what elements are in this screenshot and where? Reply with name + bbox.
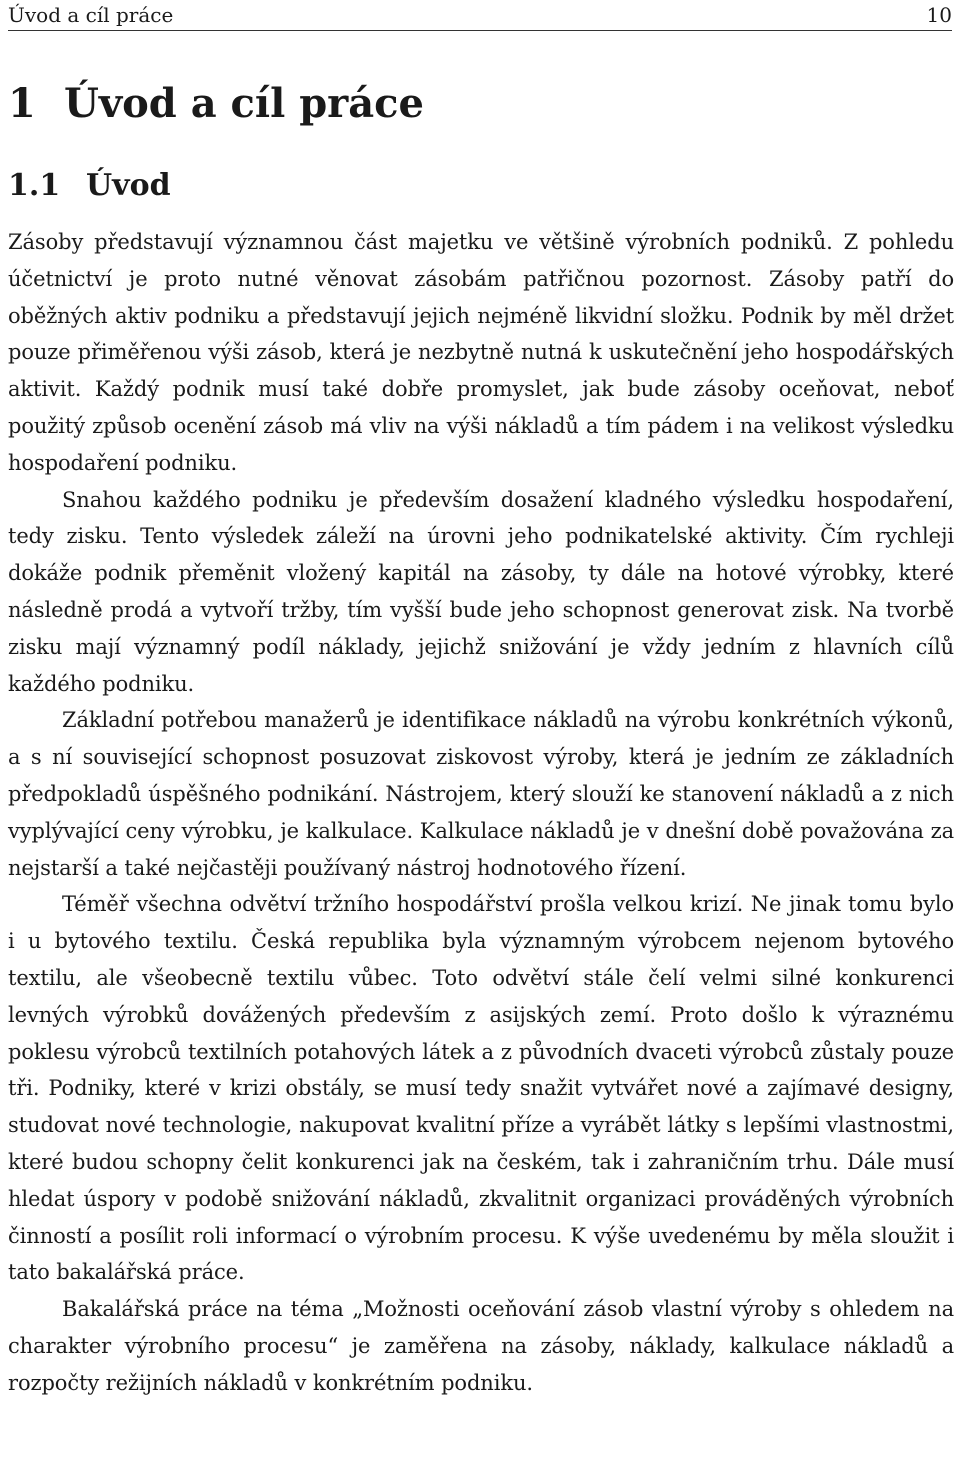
running-header bbox=[8, 2, 952, 31]
chapter-number: 1 bbox=[8, 80, 36, 127]
paragraph-2: Snahou každého podniku je především dosažení kladného výsledku hospodaření, tedy zisku. Tento výsledek záleží na úrovni jeho podnikatelské aktivity. Čím rychleji dokáže podnik přeměnit vložený kapitál na zásoby, ty dále na hotové výrobky, které následně prodá a vytvoří tržby, tím vyšší bude jeho schopnost generovat zisk. Na tvorbě zisku mají významný podíl náklady, jejichž snižování je vždy jedním z hlavních cílů každého podniku. bbox=[8, 487, 954, 696]
page-number: 10 bbox=[926, 3, 952, 27]
section-heading bbox=[8, 166, 171, 206]
paragraph-5: Bakalářská práce na téma „Možnosti oceňování zásob vlastní výroby s ohledem na charakter výrobního procesu“ je zaměřena na zásoby, náklady, kalkulace nákladů a rozpočty režijních nákladů v konkrétním podniku. bbox=[8, 1297, 954, 1395]
chapter-heading bbox=[8, 78, 424, 130]
chapter-title: Úvod a cíl práce bbox=[64, 80, 424, 127]
section-title: Úvod bbox=[86, 168, 171, 203]
paragraph-3: Základní potřebou manažerů je identifikace nákladů na výrobu konkrétních výkonů, a s ní související schopnost posuzovat ziskovost výroby, která je jedním ze základních předpokladů úspěšného podnikání. Nástrojem, který slouží ke stanovení nákladů a z nich vyplývající ceny výrobku, je kalkulace. Kalkulace nákladů je v dnešní době považována za nejstarší a také nejčastěji používaný nástroj hodnotového řízení. bbox=[8, 708, 954, 880]
paragraph-1: Zásoby představují významnou část majetku ve většině výrobních podniků. Z pohledu účetnictví je proto nutné věnovat zásobám patřičnou pozornost. Zásoby patří do oběžných aktiv podniku a představují jejich nejméně likvidní složku. Podnik by měl držet pouze přiměřenou výši zásob, která je nezbytně nutná k uskutečnění jeho hospodářských aktivit. Každý podnik musí také dobře promyslet, jak bude zásoby oceňovat, neboť použitý způsob ocenění zásob má vliv na výši nákladů a tím pádem i na velikost výsledku hospodaření podniku. bbox=[8, 230, 954, 475]
running-header-title: Úvod a cíl práce bbox=[8, 3, 174, 27]
section-number: 1.1 bbox=[8, 168, 61, 203]
body-text bbox=[8, 224, 954, 1402]
paragraph-4: Téměř všechna odvětví tržního hospodářství prošla velkou krizí. Ne jinak tomu bylo i u bytového textilu. Česká republika byla významným výrobcem nejenom bytového textilu, ale všeobecně textilu vůbec. Toto odvětví stále čelí velmi silné konkurenci levných výrobků dovážených především z asijských zemí. Proto došlo k výraznému poklesu výrobců textilních potahových látek a z původních dvaceti výrobců zůstaly pouze tři. Podniky, které v krizi obstály, se musí tedy snažit vytvářet nové a zajímavé designy, studovat nové technologie, nakupovat kvalitní příze a vyrábět látky s lepšími vlastnostmi, které budou schopny čelit konkurenci jak na českém, tak i zahraničním trhu. Dále musí hledat úspory v podobě snižování nákladů, zkvalitnit organizaci prováděných výrobních činností a posílit roli informací o výrobním procesu. K výše uvedenému by měla sloužit i tato bakalářská práce. bbox=[8, 892, 954, 1285]
